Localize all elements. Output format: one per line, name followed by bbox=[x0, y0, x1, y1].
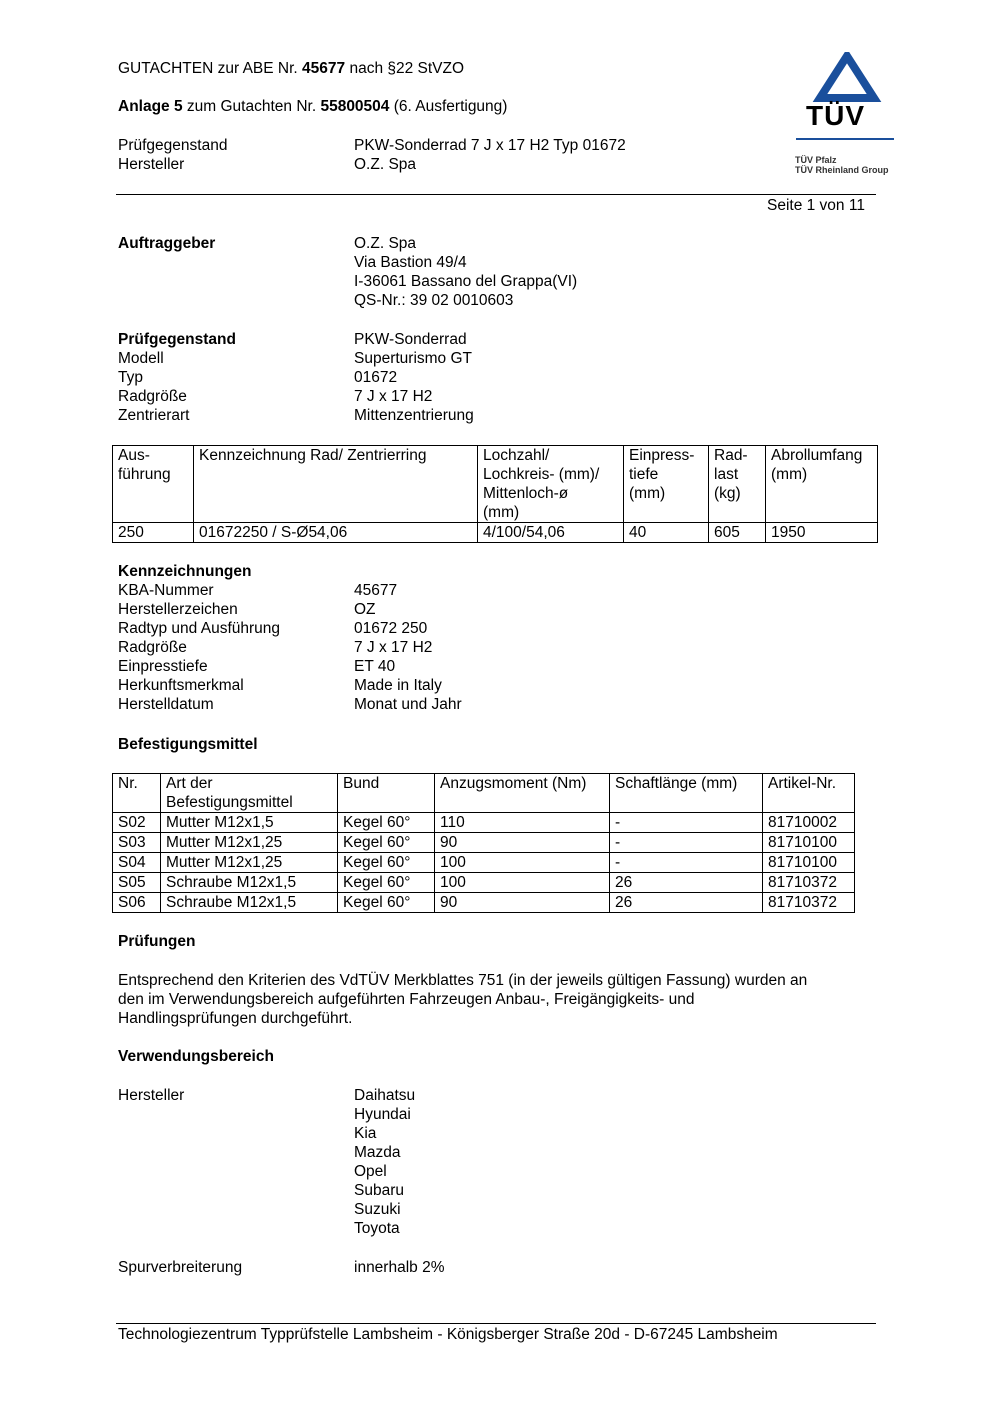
table-cell: 110 bbox=[435, 813, 610, 833]
table-cell: Kegel 60° bbox=[338, 893, 435, 913]
pg-label: Zentrierart bbox=[118, 407, 190, 424]
tuv-sub1: TÜV Pfalz bbox=[795, 155, 837, 165]
tuv-brand: TÜV bbox=[806, 100, 865, 131]
table-cell: 4/100/54,06 bbox=[478, 523, 624, 543]
pg-label: Radgröße bbox=[118, 388, 187, 405]
table-cell: 26 bbox=[610, 893, 763, 913]
pruefungen-title-text: Prüfungen bbox=[118, 933, 196, 950]
table-header-cell: Anzugsmoment (Nm) bbox=[435, 774, 610, 813]
pg-value: Mittenzentrierung bbox=[354, 407, 474, 424]
page-number: Seite 1 von 11 bbox=[767, 197, 865, 214]
header-hersteller-value: O.Z. Spa bbox=[354, 156, 417, 173]
header-line2-post: (6. Ausfertigung) bbox=[389, 98, 508, 115]
table-row bbox=[113, 893, 855, 913]
paragraph-line: Handlingsprüfungen durchgeführt. bbox=[118, 1010, 353, 1027]
header-line2-mid: zum Gutachten Nr. bbox=[182, 98, 321, 115]
kz-label: Herstelldatum bbox=[118, 696, 214, 713]
table-cell: 90 bbox=[435, 833, 610, 853]
address-line: I-36061 Bassano del Grappa(VI) bbox=[354, 273, 578, 290]
table-header-cell: Aus- führung bbox=[113, 446, 194, 523]
table-row bbox=[113, 523, 878, 543]
manufacturer-item: Kia bbox=[354, 1125, 377, 1142]
auftraggeber-address bbox=[354, 234, 577, 310]
kz-value: OZ bbox=[354, 601, 376, 618]
spur-value: innerhalb 2% bbox=[354, 1259, 445, 1276]
pruefgegenstand-values bbox=[354, 330, 474, 425]
pg-label-title bbox=[118, 330, 236, 349]
address-line: QS-Nr.: 39 02 0010603 bbox=[354, 292, 514, 309]
table-cell: Mutter M12x1,25 bbox=[161, 833, 338, 853]
header-line-1 bbox=[118, 59, 464, 78]
kz-label: KBA-Nummer bbox=[118, 582, 214, 599]
paragraph-line: den im Verwendungsbereich aufgeführten Fahrzeugen Anbau-, Freigängigkeits- und bbox=[118, 991, 695, 1008]
logo-divider bbox=[796, 138, 894, 140]
table-header-cell: Art der Befestigungsmittel bbox=[161, 774, 338, 813]
kennzeichnungen-title-text: Kennzeichnungen bbox=[118, 563, 252, 580]
tuv-logo bbox=[792, 52, 902, 182]
address-line: O.Z. Spa bbox=[354, 235, 417, 252]
pg-value: Superturismo GT bbox=[354, 350, 473, 367]
table-cell: 100 bbox=[435, 853, 610, 873]
table-cell: 81710100 bbox=[763, 833, 855, 853]
table-cell: - bbox=[610, 813, 763, 833]
manufacturer-item: Suzuki bbox=[354, 1201, 401, 1218]
kz-label: Radgröße bbox=[118, 639, 187, 656]
table-header-cell: Kennzeichnung Rad/ Zentrierring bbox=[194, 446, 478, 523]
table-cell: S06 bbox=[113, 893, 161, 913]
auftraggeber-label bbox=[118, 234, 215, 253]
table-header-cell: Schaftlänge (mm) bbox=[610, 774, 763, 813]
kz-value: ET 40 bbox=[354, 658, 396, 675]
gutachten-number: 55800504 bbox=[320, 98, 390, 115]
header-rule bbox=[116, 194, 876, 195]
table-cell: Kegel 60° bbox=[338, 813, 435, 833]
abe-number: 45677 bbox=[302, 60, 346, 77]
table-cell: S03 bbox=[113, 833, 161, 853]
table-cell: S04 bbox=[113, 853, 161, 873]
kz-value: Made in Italy bbox=[354, 677, 442, 694]
table-cell: - bbox=[610, 853, 763, 873]
kz-label: Herkunftsmerkmal bbox=[118, 677, 244, 694]
table-cell: Schraube M12x1,5 bbox=[161, 873, 338, 893]
address-line: Via Bastion 49/4 bbox=[354, 254, 467, 271]
header-line1-post: nach §22 StVZO bbox=[345, 60, 465, 77]
kz-value: 01672 250 bbox=[354, 620, 428, 637]
table-cell: 81710372 bbox=[763, 893, 855, 913]
table-row bbox=[113, 873, 855, 893]
pg-label: Modell bbox=[118, 350, 164, 367]
table-cell: 90 bbox=[435, 893, 610, 913]
paragraph-line: Entsprechend den Kriterien des VdTÜV Merkblattes 751 (in der jeweils gültigen Fassung) wurden an bbox=[118, 972, 808, 989]
table-cell: 81710372 bbox=[763, 873, 855, 893]
table-row bbox=[113, 853, 855, 873]
table-header-cell: Artikel-Nr. bbox=[763, 774, 855, 813]
header-hersteller-label: Hersteller bbox=[118, 156, 185, 173]
manufacturer-item: Daihatsu bbox=[354, 1087, 416, 1104]
footer-rule bbox=[116, 1323, 876, 1324]
kz-label: Einpresstiefe bbox=[118, 658, 208, 675]
manufacturer-item: Toyota bbox=[354, 1220, 400, 1237]
table-header-cell: Einpress- tiefe (mm) bbox=[624, 446, 709, 523]
anlage-label: Anlage 5 bbox=[118, 98, 183, 115]
table-header-cell: Bund bbox=[338, 774, 435, 813]
table-cell: Schraube M12x1,5 bbox=[161, 893, 338, 913]
wheel-table bbox=[112, 445, 878, 543]
table-cell: S02 bbox=[113, 813, 161, 833]
kz-value: 7 J x 17 H2 bbox=[354, 639, 433, 656]
table-cell: 01672250 / S-Ø54,06 bbox=[194, 523, 478, 543]
header-line-2 bbox=[118, 97, 507, 116]
kz-label: Radtyp und Ausführung bbox=[118, 620, 281, 637]
pg-label-bold: Prüfgegenstand bbox=[118, 331, 236, 348]
table-cell: Kegel 60° bbox=[338, 873, 435, 893]
auftraggeber-label-text: Auftraggeber bbox=[118, 235, 216, 252]
table-cell: 26 bbox=[610, 873, 763, 893]
pruefungen-text bbox=[118, 971, 807, 1028]
verwendungsbereich-title-text: Verwendungsbereich bbox=[118, 1048, 274, 1065]
header-pg-value: PKW-Sonderrad 7 J x 17 H2 Typ 01672 bbox=[354, 137, 626, 154]
table-cell: 40 bbox=[624, 523, 709, 543]
pg-label: Typ bbox=[118, 369, 143, 386]
table-cell: Kegel 60° bbox=[338, 853, 435, 873]
table-row bbox=[113, 813, 855, 833]
kennzeichnungen-values bbox=[354, 581, 462, 714]
manufacturer-item: Subaru bbox=[354, 1182, 404, 1199]
table-cell: 81710100 bbox=[763, 853, 855, 873]
pruefgegenstand-labels bbox=[118, 330, 236, 425]
kennzeichnungen-title bbox=[118, 562, 280, 581]
table-header-cell: Lochzahl/ Lochkreis- (mm)/ Mittenloch-ø (mm) bbox=[478, 446, 624, 523]
pg-value: PKW-Sonderrad bbox=[354, 331, 467, 348]
table-cell: 81710002 bbox=[763, 813, 855, 833]
befestigung-header bbox=[113, 774, 855, 813]
table-cell: S05 bbox=[113, 873, 161, 893]
wheel-table-header bbox=[113, 446, 878, 523]
table-cell: 100 bbox=[435, 873, 610, 893]
pruefungen-title bbox=[118, 932, 196, 951]
vb-hersteller-label: Hersteller bbox=[118, 1087, 185, 1104]
manufacturer-item: Opel bbox=[354, 1163, 387, 1180]
table-cell: Mutter M12x1,25 bbox=[161, 853, 338, 873]
table-row bbox=[113, 833, 855, 853]
befestigung-table bbox=[112, 773, 855, 913]
table-cell: - bbox=[610, 833, 763, 853]
kz-label: Herstellerzeichen bbox=[118, 601, 238, 618]
table-header-cell: Abrollumfang (mm) bbox=[766, 446, 878, 523]
pg-value: 7 J x 17 H2 bbox=[354, 388, 433, 405]
footer-text: Technologiezentrum Typprüfstelle Lambsheim - Königsberger Straße 20d - D-67245 Lambsheim bbox=[118, 1326, 778, 1343]
header-pg-label: Prüfgegenstand bbox=[118, 137, 228, 154]
manufacturer-item: Mazda bbox=[354, 1144, 401, 1161]
spur-label: Spurverbreiterung bbox=[118, 1259, 243, 1276]
kennzeichnungen-labels bbox=[118, 562, 280, 714]
pg-value: 01672 bbox=[354, 369, 398, 386]
table-cell: 250 bbox=[113, 523, 194, 543]
header-line1-pre: GUTACHTEN zur ABE Nr. bbox=[118, 60, 303, 77]
manufacturer-item: Hyundai bbox=[354, 1106, 411, 1123]
kz-value: 45677 bbox=[354, 582, 398, 599]
table-cell: Mutter M12x1,5 bbox=[161, 813, 338, 833]
table-header-cell: Rad- last (kg) bbox=[709, 446, 766, 523]
kz-value: Monat und Jahr bbox=[354, 696, 462, 713]
tuv-sub2: TÜV Rheinland Group bbox=[795, 165, 889, 175]
vb-hersteller-list bbox=[354, 1086, 415, 1238]
table-cell: Kegel 60° bbox=[338, 833, 435, 853]
table-header-cell: Nr. bbox=[113, 774, 161, 813]
befestigung-title-text: Befestigungsmittel bbox=[118, 736, 258, 753]
verwendungsbereich-title bbox=[118, 1047, 274, 1066]
befestigung-title bbox=[118, 735, 258, 754]
table-cell: 605 bbox=[709, 523, 766, 543]
table-cell: 1950 bbox=[766, 523, 878, 543]
